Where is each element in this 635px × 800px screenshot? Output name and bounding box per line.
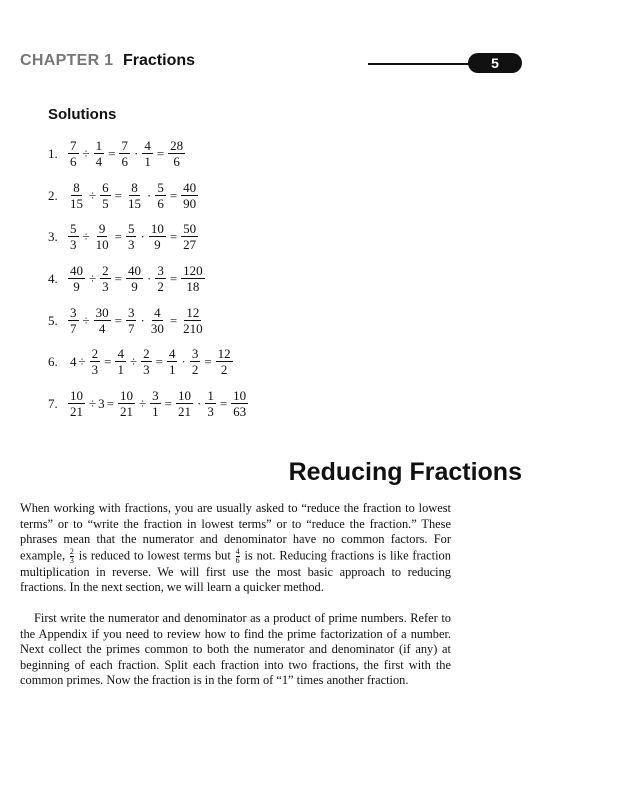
solution-5: 5. $\frac{3}{7}$ ÷ $\frac{30}{4}$ = $\frac{3}{7}$ · $\frac{4}{30}$ = $\frac{12}{210}$ bbox=[48, 305, 203, 336]
fraction: $\frac{8}{15}$ bbox=[127, 180, 141, 211]
fraction: $\frac{8}{15}$ bbox=[70, 180, 83, 211]
fraction: $\frac{2}{3}$ bbox=[143, 346, 150, 377]
body-paragraph-2: First write the numerator and denominator as a product of prime numbers. Refer to the Appendix if you need to review how to find the prime factorization of a number. Next collect the primes common to both the numerator and denominator (if any) at beginning of each fraction. Split each fraction into two fractions, the first with the common primes. Now the fraction is in the form of “1” times another fraction. bbox=[20, 611, 451, 687]
solution-number: 5. bbox=[48, 312, 58, 328]
whole-number: 4 bbox=[70, 353, 77, 369]
fraction: $\frac{1}{3}$ bbox=[207, 388, 214, 419]
whole-number: 3 bbox=[98, 395, 105, 411]
fraction: $\frac{40}{9}$ bbox=[127, 263, 141, 294]
fraction: $\frac{4}{1}$ bbox=[168, 346, 176, 377]
fraction: $\frac{7}{6}$ bbox=[121, 138, 128, 169]
solution-2: 2. $\frac{8}{15}$ ÷ $\frac{6}{5}$ = $\frac{8}{15}$ · $\frac{5}{6}$ = $\frac{40}{90}$ bbox=[48, 180, 197, 211]
solution-7: 7. $\frac{10}{21}$ ÷ 3 = $\frac{10}{21}$ ÷ $\frac{3}{1}$ = $\frac{10}{21}$ · $\frac{1}{3}$ = $\frac{10}{63}$ bbox=[48, 388, 247, 419]
fraction: $\frac{12}{210}$ bbox=[183, 305, 203, 336]
body-paragraph-1: When working with fractions, you are usually asked to “reduce the fraction to lowest terms” or to “write the fraction in lowest terms” or to “reduce the fraction.” These phrases mean that the numerator and denominator have no common factors. For example, $\frac{2}{3}$ is reduced to lowest terms but $\frac{4}{6}$ is not. Reducing fractions is like fraction multiplication in reverse. We will first use the most basic approach to reducing fractions. In the next section, we will learn a quicker method. bbox=[20, 501, 451, 594]
solution-number: 3. bbox=[48, 228, 58, 244]
fraction: $\frac{3}{2}$ bbox=[157, 263, 164, 294]
fraction: $\frac{10}{21}$ bbox=[119, 388, 133, 419]
solution-number: 2. bbox=[48, 187, 58, 203]
chapter-label: CHAPTER 1 bbox=[20, 52, 114, 69]
solution-number: 1. bbox=[48, 145, 58, 161]
fraction: $\frac{30}{4}$ bbox=[95, 305, 109, 336]
solution-4: 4. $\frac{40}{9}$ ÷ $\frac{2}{3}$ = $\frac{40}{9}$ · $\frac{3}{2}$ = $\frac{120}{18}$ bbox=[48, 263, 203, 294]
fraction: $\frac{2}{3}$ bbox=[91, 346, 99, 377]
fraction: $\frac{2}{3}$ bbox=[102, 263, 109, 294]
chapter-title: Fractions bbox=[123, 52, 196, 69]
solution-1: 1. $\frac{7}{6}$ ÷ $\frac{1}{4}$ = $\frac{7}{6}$ · $\frac{4}{1}$ = $\frac{28}{6}$ bbox=[48, 138, 184, 169]
solution-number: 7. bbox=[48, 395, 58, 411]
solution-3: 3. $\frac{5}{3}$ ÷ $\frac{9}{10}$ = $\frac{5}{3}$ · $\frac{10}{9}$ = $\frac{50}{27}$ bbox=[48, 221, 197, 252]
fraction: $\frac{9}{10}$ bbox=[95, 221, 109, 252]
fraction: $\frac{6}{5}$ bbox=[102, 180, 109, 211]
fraction: $\frac{3}{2}$ bbox=[191, 346, 199, 377]
fraction: $\frac{4}{30}$ bbox=[150, 305, 164, 336]
fraction: $\frac{10}{9}$ bbox=[150, 221, 164, 252]
fraction: $\frac{10}{21}$ bbox=[177, 388, 191, 419]
fraction: $\frac{4}{1}$ bbox=[144, 138, 151, 169]
header-rule bbox=[368, 63, 478, 65]
fraction: $\frac{28}{6}$ bbox=[170, 138, 184, 169]
solution-number: 4. bbox=[48, 270, 58, 286]
solution-6: 6. 4 ÷ $\frac{2}{3}$ = $\frac{4}{1}$ ÷ $\frac{2}{3}$ = $\frac{4}{1}$ · $\frac{3}{2}$ = $\frac{12}{2}$ bbox=[48, 346, 231, 377]
inline-fraction: $\frac{4}{6}$ bbox=[235, 546, 240, 565]
page-number-badge: 5 bbox=[468, 53, 522, 73]
fraction: $\frac{5}{3}$ bbox=[127, 221, 135, 252]
fraction: $\frac{3}{1}$ bbox=[152, 388, 159, 419]
fraction: $\frac{10}{21}$ bbox=[70, 388, 83, 419]
section-title: Reducing Fractions bbox=[288, 458, 522, 486]
solutions-heading: Solutions bbox=[48, 106, 117, 123]
fraction: $\frac{5}{6}$ bbox=[157, 180, 164, 211]
fraction: $\frac{1}{4}$ bbox=[95, 138, 103, 169]
fraction: $\frac{50}{27}$ bbox=[183, 221, 197, 252]
inline-fraction: $\frac{2}{3}$ bbox=[69, 546, 74, 565]
solution-number: 6. bbox=[48, 353, 58, 369]
fraction: $\frac{40}{9}$ bbox=[70, 263, 83, 294]
fraction: $\frac{120}{18}$ bbox=[183, 263, 203, 294]
fraction: $\frac{4}{1}$ bbox=[117, 346, 124, 377]
fraction: $\frac{7}{6}$ bbox=[70, 138, 77, 169]
fraction: $\frac{40}{90}$ bbox=[183, 180, 197, 211]
fraction: $\frac{3}{7}$ bbox=[127, 305, 135, 336]
fraction: $\frac{5}{3}$ bbox=[70, 221, 77, 252]
fraction: $\frac{3}{7}$ bbox=[70, 305, 77, 336]
fraction: $\frac{12}{2}$ bbox=[217, 346, 231, 377]
fraction: $\frac{10}{63}$ bbox=[233, 388, 247, 419]
